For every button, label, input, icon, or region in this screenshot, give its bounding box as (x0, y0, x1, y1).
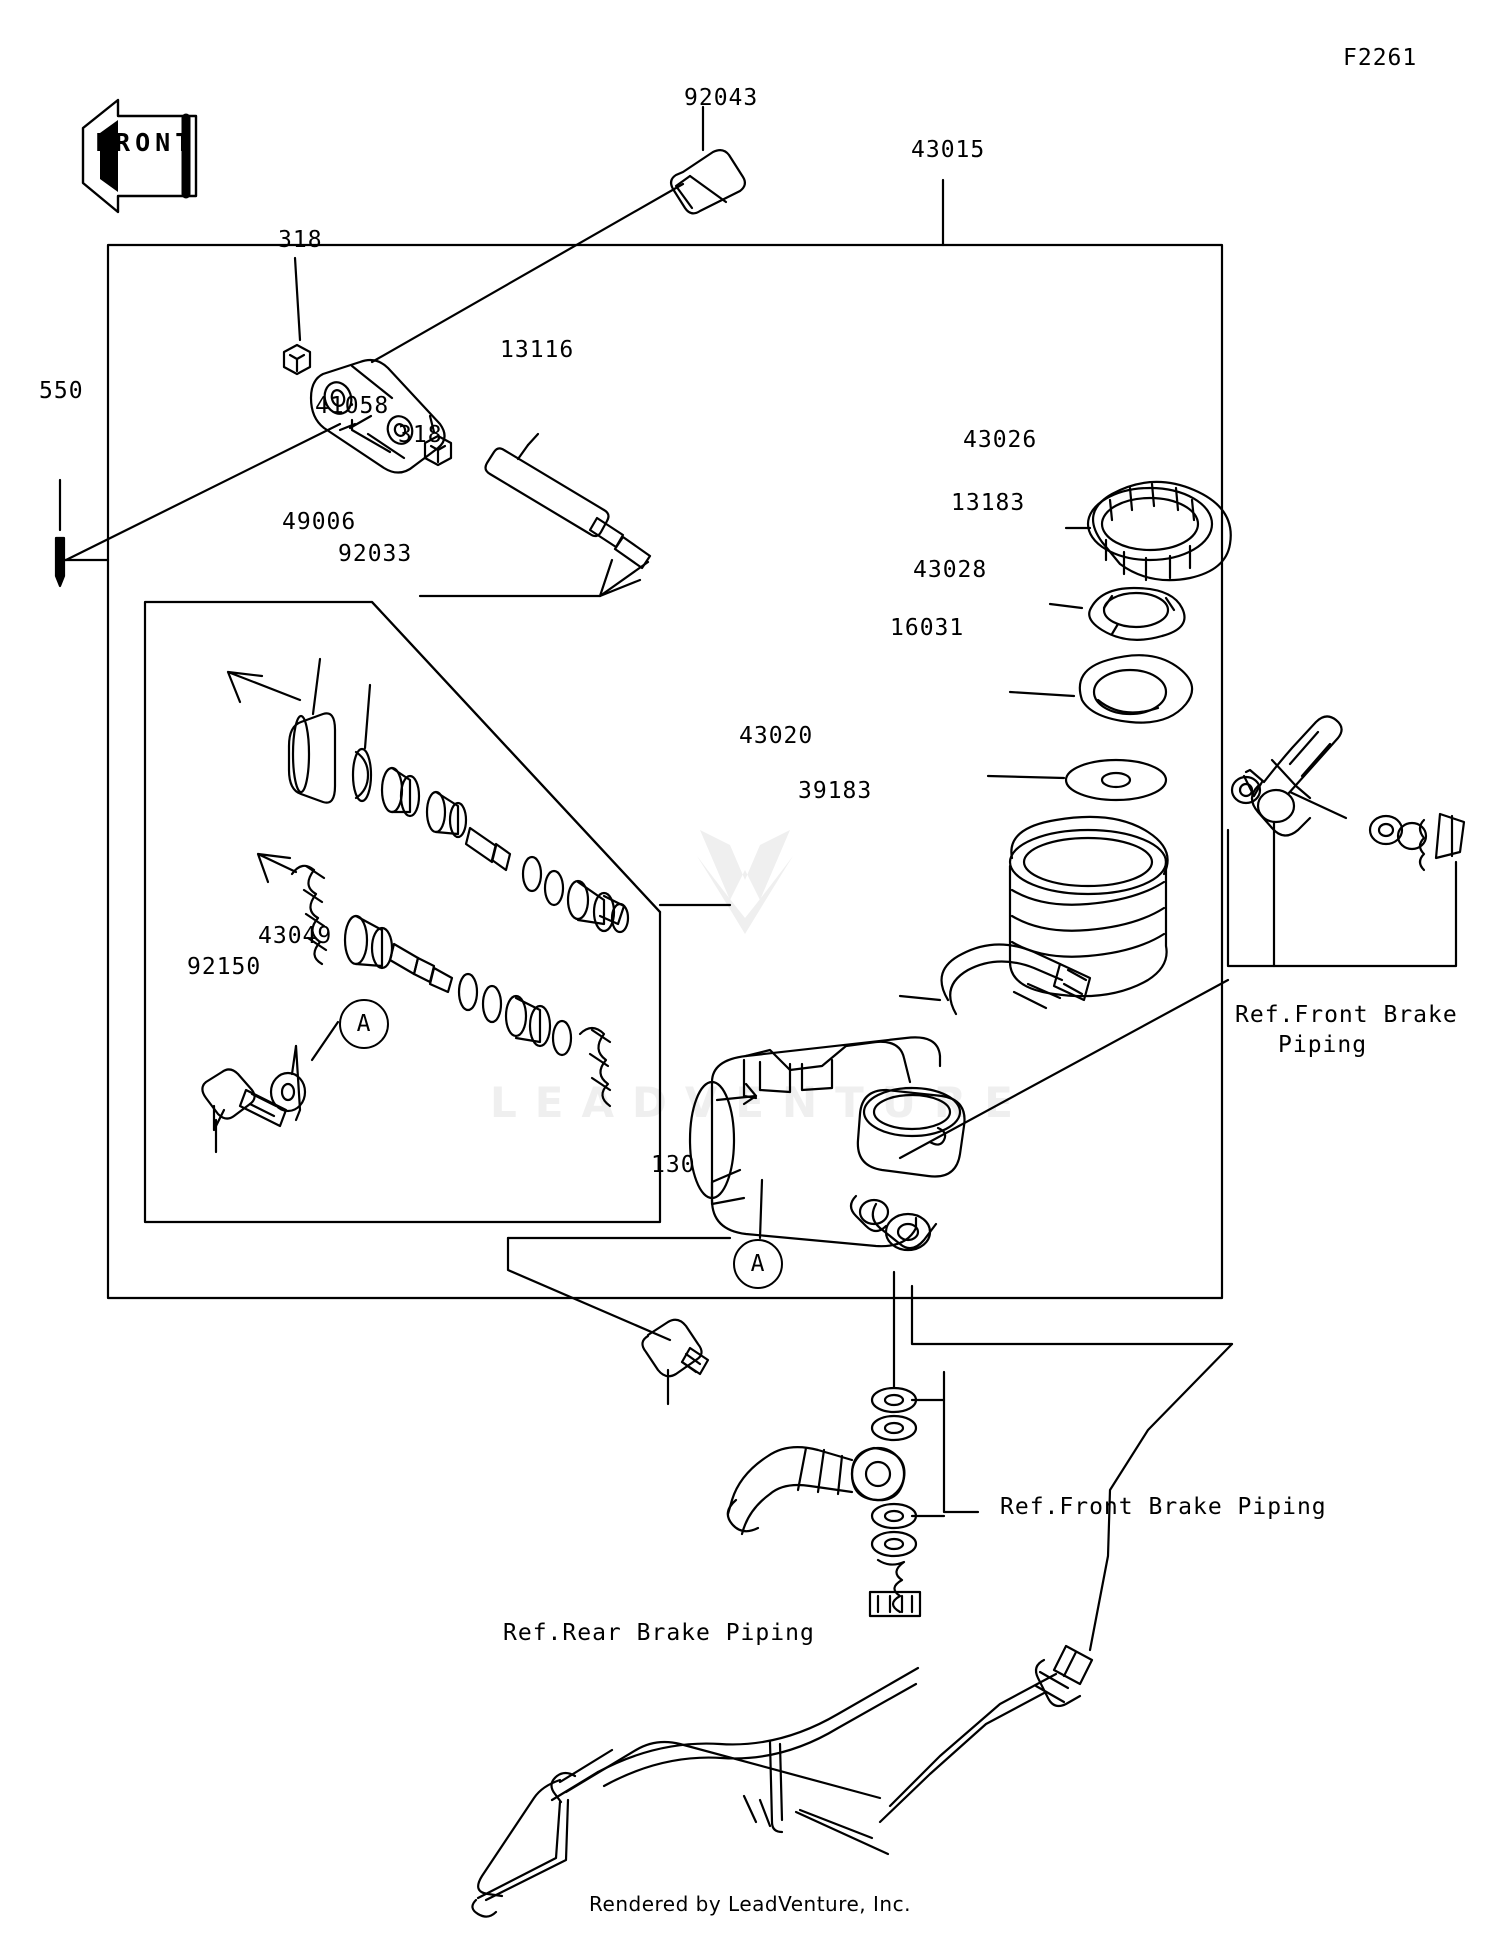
callout-130: 130 (651, 1152, 696, 1178)
bubble-a-lower-label: A (750, 1251, 766, 1277)
part-rear-brake-piping (472, 1646, 1092, 1917)
callout-49006: 49006 (282, 509, 357, 535)
ref-box-lower (944, 1372, 978, 1512)
part-43020-upper-pieces (382, 768, 628, 932)
callout-16031: 16031 (890, 615, 965, 641)
arrow-lower (258, 854, 296, 882)
leader-43028 (1010, 692, 1074, 696)
callout-43028: 43028 (913, 557, 988, 583)
ref-front-brake-piping-right-line1: Ref.Front Brake (1235, 1002, 1458, 1028)
watermark-text: LEADVENTURE (490, 1078, 1031, 1127)
ref-rear-brake-piping: Ref.Rear Brake Piping (503, 1620, 815, 1646)
part-front-piping-lower (728, 1372, 978, 1616)
ref-front-brake-piping-right-line2: Piping (1278, 1032, 1368, 1058)
leader-a-to-130 (508, 1238, 670, 1340)
part-43020-lower-pieces (258, 854, 610, 1106)
leader-bubble-a-lower (760, 1180, 762, 1238)
part-43049 (271, 1046, 305, 1120)
group-box-43020-outline (145, 602, 660, 1222)
callout-41058: 41058 (315, 393, 390, 419)
part-reservoir-boot (1010, 817, 1168, 996)
leader-mc-right (912, 1286, 1232, 1344)
part-43026 (1066, 482, 1231, 580)
part-49006 (289, 659, 335, 803)
leader-92043-to-41058 (372, 184, 683, 362)
group-box-43020-diagonal (372, 602, 660, 912)
callout-92033: 92033 (338, 541, 413, 567)
part-130 (642, 1320, 708, 1404)
part-550 (56, 424, 340, 586)
callout-43015: 43015 (911, 137, 986, 163)
callout-43020: 43020 (739, 723, 814, 749)
bubble-a-lower (733, 1239, 783, 1289)
leader-16031 (988, 776, 1064, 778)
callout-39183: 39183 (798, 778, 873, 804)
part-13116 (486, 434, 650, 568)
part-front-piping-right (1228, 716, 1464, 966)
callout-92150: 92150 (187, 954, 262, 980)
leader-318-upper (295, 258, 300, 340)
callout-13183: 13183 (951, 490, 1026, 516)
leader-bubble-a-upper (312, 1022, 338, 1060)
leader-13116 (518, 445, 528, 459)
part-318-upper (284, 258, 310, 374)
footer-credit: Rendered by LeadVenture, Inc. (589, 1892, 911, 1916)
leader-ref-right (900, 980, 1228, 1158)
front-marker-label: FRONT (95, 128, 196, 157)
leader-92033 (365, 685, 370, 748)
part-13183 (1050, 588, 1185, 640)
part-92033 (353, 685, 371, 801)
callout-43026: 43026 (963, 427, 1038, 453)
arrow-49006 (228, 672, 300, 702)
part-master-cylinder-body (690, 1037, 965, 1250)
sheet-code: F2261 (1343, 45, 1418, 71)
leader-49006 (313, 659, 320, 714)
part-43028 (1010, 655, 1192, 722)
callout-318-top: 318 (278, 227, 323, 253)
leader-13183 (1050, 604, 1082, 608)
ref-front-brake-piping-lower: Ref.Front Brake Piping (1000, 1494, 1327, 1520)
part-92043 (372, 107, 745, 362)
bubble-a-upper-label: A (356, 1011, 372, 1037)
callout-92043: 92043 (684, 85, 759, 111)
callout-13116: 13116 (500, 337, 575, 363)
callout-43049: 43049 (258, 923, 333, 949)
bubble-a-upper (339, 999, 389, 1049)
callout-550: 550 (39, 378, 84, 404)
callout-318-second: 318 (398, 422, 443, 448)
part-39183 (900, 944, 1090, 1014)
group-box-43015 (108, 245, 1222, 1298)
leader-39183 (900, 996, 940, 1000)
part-16031 (988, 760, 1166, 800)
